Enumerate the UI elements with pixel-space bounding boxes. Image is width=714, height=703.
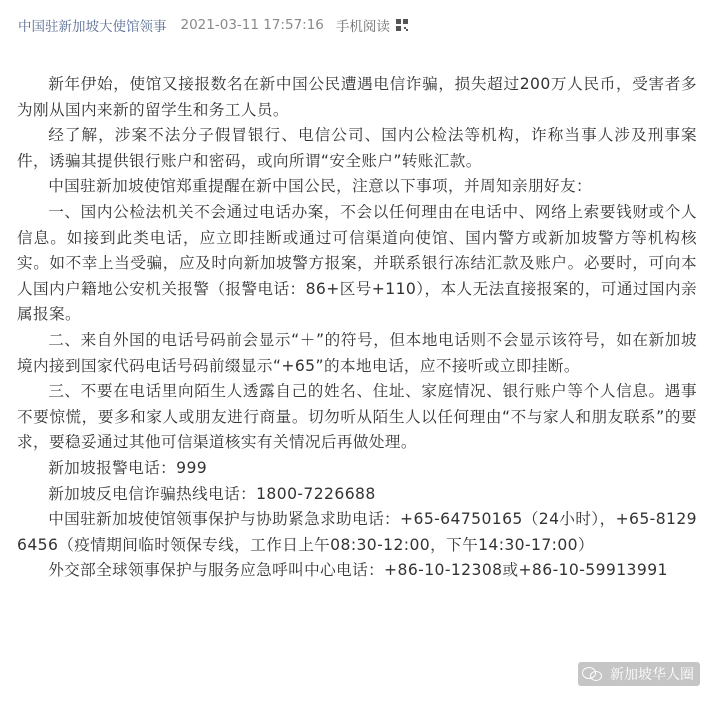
paragraph-intro: 新年伊始，使馆又接报数名在新中国公民遭遇电信诈骗，损失超过200万人民币，受害者多为刚从国内来新的留学生和务工人员。 bbox=[17, 75, 697, 119]
paragraph-investigation: 经了解，涉案不法分子假冒银行、电信公司、国内公检法等机构，诈称当事人涉及刑事案件，诱骗其提供银行账户和密码，或向所谓“安全账户”转账汇款。 bbox=[17, 126, 697, 170]
account-watermark bbox=[578, 662, 700, 686]
paragraph-item-2: 二、来自外国的电话号码前会显示“＋”的符号，但本地电话则不会显示该符号，如在新加坡境内接到国家代码电话号码前缀显示“+65”的本地电话，应不接听或立即挂断。 bbox=[17, 330, 697, 375]
paragraph-anti-scam-hotline: 新加坡反电信诈骗热线电话：1800-7226688 bbox=[48, 484, 376, 503]
watermark-text: 新加坡华人圈 bbox=[610, 667, 694, 683]
paragraph-item-3: 三、不要在电话里向陌生人透露自己的姓名、住址、家庭情况、银行账户等个人信息。遇事不要惊慌，要多和家人或朋友进行商量。切勿听从陌生人以任何理由“不与家人和朋友联系”的要求，要稳妥通过其他可信渠道核实有关情况后再做处理。 bbox=[17, 382, 697, 452]
qr-code-icon[interactable] bbox=[396, 19, 408, 31]
source-account-link[interactable]: 中国驻新加坡大使馆领事 bbox=[18, 19, 167, 35]
paragraph-embassy-hotline: 中国驻新加坡使馆领事保护与协助紧急求助电话：+65-64750165（24小时），+65-81296456（疫情期间临时领保专线，工作日上午08:30-12:00，下午14:30-17:00） bbox=[17, 510, 697, 554]
paragraph-item-1: 一、国内公检法机关不会通过电话办案，不会以任何理由在电话中、网络上索要钱财或个人信息。如接到此类电话，应立即挂断或通过可信渠道向使馆、国内警方或新加坡警方等机构核实。如不幸上当受骗，应及时向新加坡警方报案，并联系银行冻结汇款及账户。必要时，可向本人国内户籍地公安机关报警（报警电话：86+区号+110），本人无法直接报案的，可通过国内亲属报案。 bbox=[17, 202, 697, 324]
paragraph-mfa-hotline: 外交部全球领事保护与服务应急呼叫中心电话：+86-10-12308或+86-10-59913991 bbox=[48, 561, 668, 580]
publish-time: 2021-03-11 17:57:16 bbox=[180, 17, 324, 33]
article-body bbox=[17, 72, 697, 584]
paragraph-police-hotline: 新加坡报警电话：999 bbox=[48, 458, 208, 477]
mobile-read-link[interactable]: 手机阅读 bbox=[335, 19, 390, 35]
article-meta-bar bbox=[18, 14, 408, 36]
wechat-icon bbox=[582, 666, 604, 682]
paragraph-reminder: 中国驻新加坡使馆郑重提醒在新中国公民，注意以下事项，并周知亲朋好友： bbox=[48, 177, 592, 196]
